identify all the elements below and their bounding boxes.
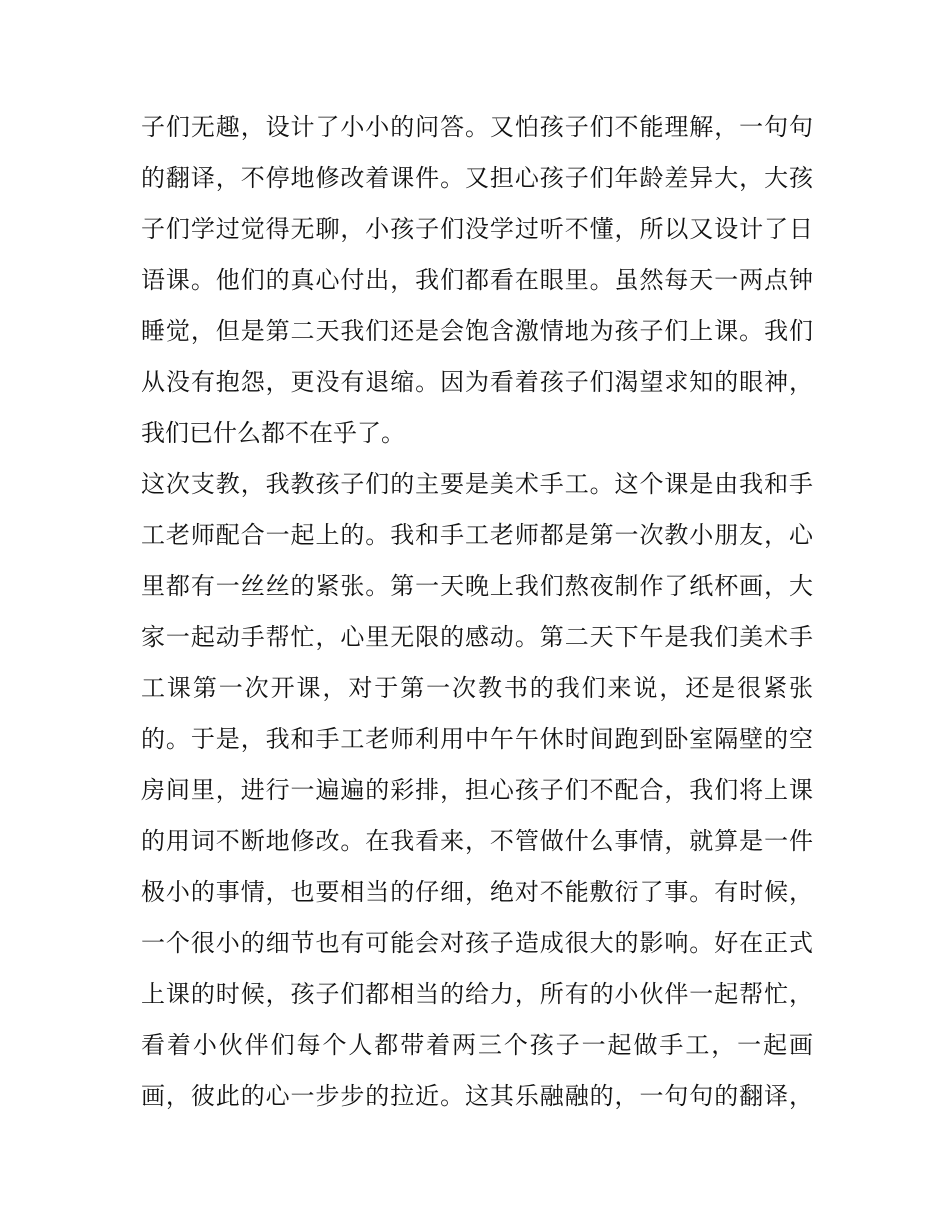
text-line: 上课的时候，孩子们都相当的给力，所有的小伙伴一起帮忙， xyxy=(141,980,813,1008)
text-line: 看着小伙伴们每个人都带着两三个孩子一起做手工，一起画 xyxy=(141,1031,813,1059)
text-line: 子们无趣，设计了小小的问答。又怕孩子们不能理解，一句句 xyxy=(141,113,813,141)
text-line: 一个很小的细节也有可能会对孩子造成很大的影响。好在正式 xyxy=(141,929,813,957)
text-line: 工课第一次开课，对于第一次教书的我们来说，还是很紧张 xyxy=(141,674,813,702)
text-line: 的用词不断地修改。在我看来，不管做什么事情，就算是一件 xyxy=(141,827,813,855)
body-text xyxy=(141,107,813,1127)
text-line: 语课。他们的真心付出，我们都看在眼里。虽然每天一两点钟 xyxy=(141,266,813,294)
text-line: 画，彼此的心一步步的拉近。这其乐融融的，一句句的翻译， xyxy=(141,1082,813,1110)
paragraph-end-line: 我们已什么都不在乎了。 xyxy=(141,419,405,447)
text-line: 里都有一丝丝的紧张。第一天晚上我们熬夜制作了纸杯画，大 xyxy=(141,572,813,600)
text-line: 子们学过觉得无聊，小孩子们没学过听不懂，所以又设计了日 xyxy=(141,215,813,243)
text-line: 房间里，进行一遍遍的彩排，担心孩子们不配合，我们将上课 xyxy=(141,776,813,804)
text-line: 从没有抱怨，更没有退缩。因为看着孩子们渴望求知的眼神， xyxy=(141,368,813,396)
text-line: 睡觉，但是第二天我们还是会饱含激情地为孩子们上课。我们 xyxy=(141,317,813,345)
text-line: 的翻译，不停地修改着课件。又担心孩子们年龄差异大，大孩 xyxy=(141,164,813,192)
text-line: 工老师配合一起上的。我和手工老师都是第一次教小朋友，心 xyxy=(141,521,813,549)
text-line: 这次支教，我教孩子们的主要是美术手工。这个课是由我和手 xyxy=(141,470,813,498)
text-line: 家一起动手帮忙，心里无限的感动。第二天下午是我们美术手 xyxy=(141,623,813,651)
text-line: 极小的事情，也要相当的仔细，绝对不能敷衍了事。有时候， xyxy=(141,878,813,906)
text-line: 的。于是，我和手工老师利用中午午休时间跑到卧室隔壁的空 xyxy=(141,725,813,753)
